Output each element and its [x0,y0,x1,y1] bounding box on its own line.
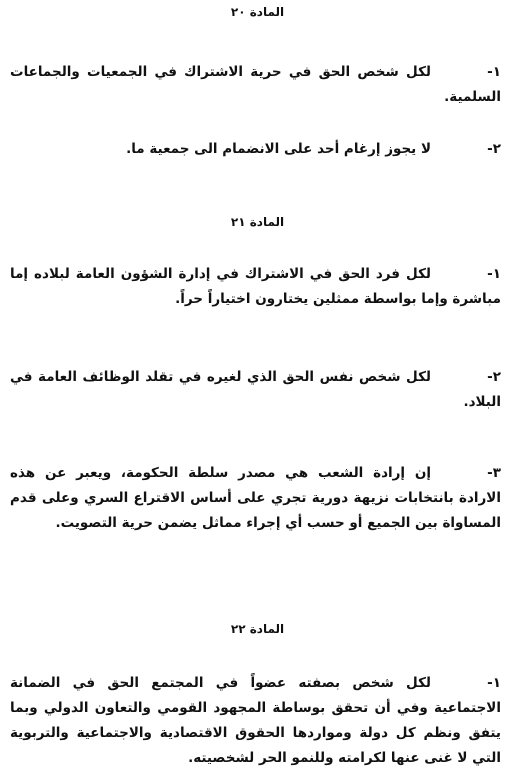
clause-text: إن إرادة الشعب هي مصدر سلطة الحكومة، ويعبر عن هذه الارادة بانتخابات نزيهة دورية تجري على أساس الاقتراع السري وعلى قدم المساواة بين الجميع أو حسب أي إجراء مماثل يضمن حرية التصويت. [10,465,501,531]
article-22-clause-1 [10,671,501,771]
clause-text: لكل شخص نفس الحق الذي لغيره في تقلد الوظائف العامة في البلاد. [10,369,501,410]
clause-number: ٢- [487,369,501,385]
clause-number: ١- [487,266,501,282]
clause-text: لا يجوز إرغام أحد على الانضمام الى جمعية ما. [126,141,431,157]
article-20-title: المادة ٢٠ [230,5,285,19]
article-21-clause-2 [10,365,501,415]
article-22-title: المادة ٢٢ [230,622,285,636]
article-21-clause-3 [10,461,501,536]
clause-number: ١- [487,64,501,80]
article-21-clause-1 [10,262,501,312]
clause-text: لكل شخص بصفته عضواً في المجتمع الحق في الضمانة الاجتماعية وفي أن تحقق بوساطة المجهود القومي والتعاون الدولي وبما يتفق ونظم كل دولة ومواردها الحقوق الاقتصادية والاجتماعية والتربوية التي لا غنى عنها لكرامته وللنمو الحر لشخصيته. [10,675,501,766]
article-20-clause-1 [10,60,501,110]
article-20-clause-2 [10,137,501,162]
clause-text: لكل شخص الحق في حرية الاشتراك في الجمعيات والجماعات السلمية. [10,64,501,105]
clause-text: لكل فرد الحق في الاشتراك في إدارة الشؤون العامة لبلاده إما مباشرة وإما بواسطة ممثلين يختارون اختياراً حراً. [10,266,501,307]
clause-number: ٢- [487,141,501,157]
clause-number: ٣- [487,465,501,481]
clause-number: ١- [487,675,501,691]
article-21-title: المادة ٢١ [230,215,285,229]
